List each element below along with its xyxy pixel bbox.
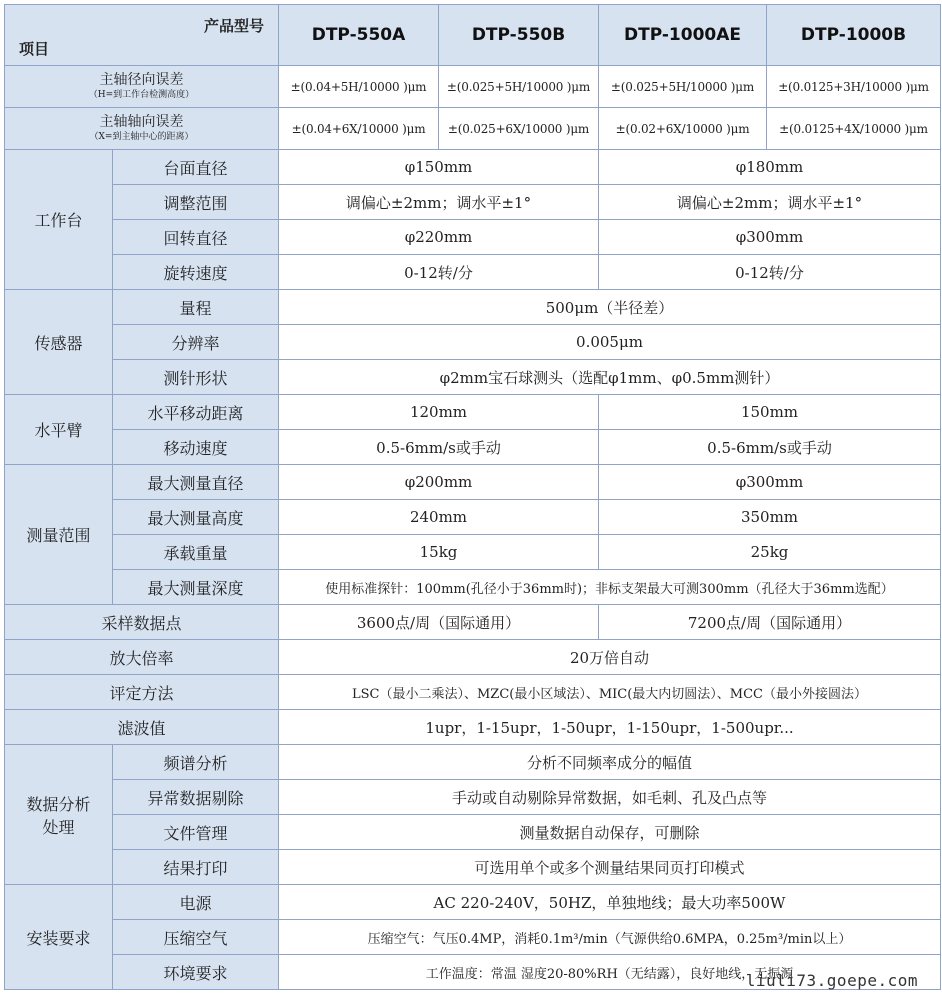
table-row <box>5 290 941 325</box>
analysis-category <box>5 745 113 885</box>
install-value-1: AC 220-240V，50HZ，单独地线；最大功率500W <box>279 885 941 920</box>
model-1: DTP-550A <box>279 5 439 66</box>
axial-value-4: ±(0.0125+4X/10000 )μm <box>767 108 941 150</box>
magnify-value: 20万倍自动 <box>279 640 941 675</box>
radial-value-1: ±(0.04+5H/10000 )μm <box>279 66 439 108</box>
install-label-3: 环境要求 <box>113 955 279 990</box>
worktable-label-4: 旋转速度 <box>113 255 279 290</box>
item-label: 项目 <box>19 40 50 58</box>
table-row <box>5 220 941 255</box>
analysis-category-line1: 数据分析 <box>26 794 91 814</box>
watermark: liuli73.goepe.com <box>745 971 918 990</box>
table-row <box>5 535 941 570</box>
axial-error-note: （X=到主轴中心的距离） <box>89 131 194 142</box>
sampling-right: 7200点/周（国际通用） <box>599 605 941 640</box>
analysis-category-line2: 处理 <box>42 817 75 837</box>
measure-depth-label: 最大测量深度 <box>113 570 279 605</box>
axial-error-row <box>5 108 941 150</box>
analysis-label-2: 异常数据剔除 <box>113 780 279 815</box>
model-4: DTP-1000B <box>767 5 941 66</box>
filter-value: 1upr，1-15upr，1-50upr，1-150upr，1-500upr... <box>279 710 941 745</box>
install-value-3: 工作温度：常温 湿度20-80%RH（无结露），良好地线，无振源 <box>279 955 941 990</box>
measure-left-3: 15kg <box>279 535 599 570</box>
table-row <box>5 885 941 920</box>
table-row <box>5 745 941 780</box>
analysis-value-3: 测量数据自动保存，可删除 <box>279 815 941 850</box>
table-row <box>5 815 941 850</box>
sensor-label-3: 测针形状 <box>113 360 279 395</box>
model-label: 产品型号 <box>203 17 264 35</box>
header-corner <box>5 5 279 66</box>
measure-right-1: φ300mm <box>599 465 941 500</box>
sampling-label: 采样数据点 <box>5 605 279 640</box>
table-row <box>5 255 941 290</box>
worktable-left-1: φ150mm <box>279 150 599 185</box>
table-row <box>5 920 941 955</box>
table-row <box>5 675 941 710</box>
measure-label-2: 最大测量高度 <box>113 500 279 535</box>
measure-category: 测量范围 <box>5 465 113 605</box>
radial-value-2: ±(0.025+5H/10000 )μm <box>439 66 599 108</box>
install-category: 安装要求 <box>5 885 113 990</box>
worktable-category: 工作台 <box>5 150 113 290</box>
arm-label-2: 移动速度 <box>113 430 279 465</box>
measure-depth-value: 使用标准探针：100mm(孔径小于36mm时)；非标支架最大可测300mm（孔径大于36mm选配） <box>279 570 941 605</box>
sensor-label-2: 分辨率 <box>113 325 279 360</box>
table-row <box>5 465 941 500</box>
table-row <box>5 780 941 815</box>
axial-value-3: ±(0.02+6X/10000 )μm <box>599 108 767 150</box>
arm-category: 水平臂 <box>5 395 113 465</box>
install-label-2: 压缩空气 <box>113 920 279 955</box>
axial-value-1: ±(0.04+6X/10000 )μm <box>279 108 439 150</box>
filter-label: 滤波值 <box>5 710 279 745</box>
sensor-value-2: 0.005μm <box>279 325 941 360</box>
table-row <box>5 710 941 745</box>
spec-table <box>4 4 941 990</box>
arm-label-1: 水平移动距离 <box>113 395 279 430</box>
table-row <box>5 430 941 465</box>
measure-label-1: 最大测量直径 <box>113 465 279 500</box>
axial-error-label <box>5 108 279 150</box>
sampling-left: 3600点/周（国际通用） <box>279 605 599 640</box>
axial-error-title: 主轴轴向误差 <box>99 113 184 130</box>
table-row <box>5 605 941 640</box>
measure-label-3: 承载重量 <box>113 535 279 570</box>
install-label-1: 电源 <box>113 885 279 920</box>
radial-value-3: ±(0.025+5H/10000 )μm <box>599 66 767 108</box>
radial-error-note: （H=到工作台检测高度） <box>88 89 195 100</box>
arm-left-2: 0.5-6mm/s或手动 <box>279 430 599 465</box>
table-row <box>5 395 941 430</box>
worktable-right-2: 调偏心±2mm；调水平±1° <box>599 185 941 220</box>
worktable-label-3: 回转直径 <box>113 220 279 255</box>
analysis-label-1: 频谱分析 <box>113 745 279 780</box>
analysis-value-2: 手动或自动剔除异常数据，如毛刺、孔及凸点等 <box>279 780 941 815</box>
table-row <box>5 640 941 675</box>
worktable-left-4: 0-12转/分 <box>279 255 599 290</box>
table-row <box>5 150 941 185</box>
measure-left-1: φ200mm <box>279 465 599 500</box>
radial-error-row <box>5 66 941 108</box>
worktable-left-3: φ220mm <box>279 220 599 255</box>
model-2: DTP-550B <box>439 5 599 66</box>
sensor-category: 传感器 <box>5 290 113 395</box>
model-3: DTP-1000AE <box>599 5 767 66</box>
radial-value-4: ±(0.0125+3H/10000 )μm <box>767 66 941 108</box>
table-row <box>5 570 941 605</box>
measure-right-2: 350mm <box>599 500 941 535</box>
radial-error-title: 主轴径向误差 <box>99 71 184 88</box>
worktable-right-1: φ180mm <box>599 150 941 185</box>
measure-left-2: 240mm <box>279 500 599 535</box>
table-row <box>5 360 941 395</box>
install-value-2: 压缩空气：气压0.4MP，消耗0.1m³/min（气源供给0.6MPA，0.25m³/min以上） <box>279 920 941 955</box>
worktable-right-3: φ300mm <box>599 220 941 255</box>
table-row <box>5 850 941 885</box>
sensor-value-3: φ2mm宝石球测头（选配φ1mm、φ0.5mm测针） <box>279 360 941 395</box>
arm-right-2: 0.5-6mm/s或手动 <box>599 430 941 465</box>
radial-error-label <box>5 66 279 108</box>
worktable-left-2: 调偏心±2mm；调水平±1° <box>279 185 599 220</box>
table-row <box>5 500 941 535</box>
sensor-value-1: 500μm（半径差） <box>279 290 941 325</box>
worktable-right-4: 0-12转/分 <box>599 255 941 290</box>
analysis-label-3: 文件管理 <box>113 815 279 850</box>
worktable-label-1: 台面直径 <box>113 150 279 185</box>
axial-value-2: ±(0.025+6X/10000 )μm <box>439 108 599 150</box>
arm-left-1: 120mm <box>279 395 599 430</box>
arm-right-1: 150mm <box>599 395 941 430</box>
evaluate-value: LSC（最小二乘法）、MZC(最小区域法）、MIC(最大内切圆法）、MCC（最小外接圆法） <box>279 675 941 710</box>
analysis-value-4: 可选用单个或多个测量结果同页打印模式 <box>279 850 941 885</box>
magnify-label: 放大倍率 <box>5 640 279 675</box>
worktable-label-2: 调整范围 <box>113 185 279 220</box>
measure-right-3: 25kg <box>599 535 941 570</box>
analysis-value-1: 分析不同频率成分的幅值 <box>279 745 941 780</box>
analysis-label-4: 结果打印 <box>113 850 279 885</box>
sensor-label-1: 量程 <box>113 290 279 325</box>
table-row <box>5 325 941 360</box>
table-row <box>5 185 941 220</box>
evaluate-label: 评定方法 <box>5 675 279 710</box>
header-row <box>5 5 941 66</box>
